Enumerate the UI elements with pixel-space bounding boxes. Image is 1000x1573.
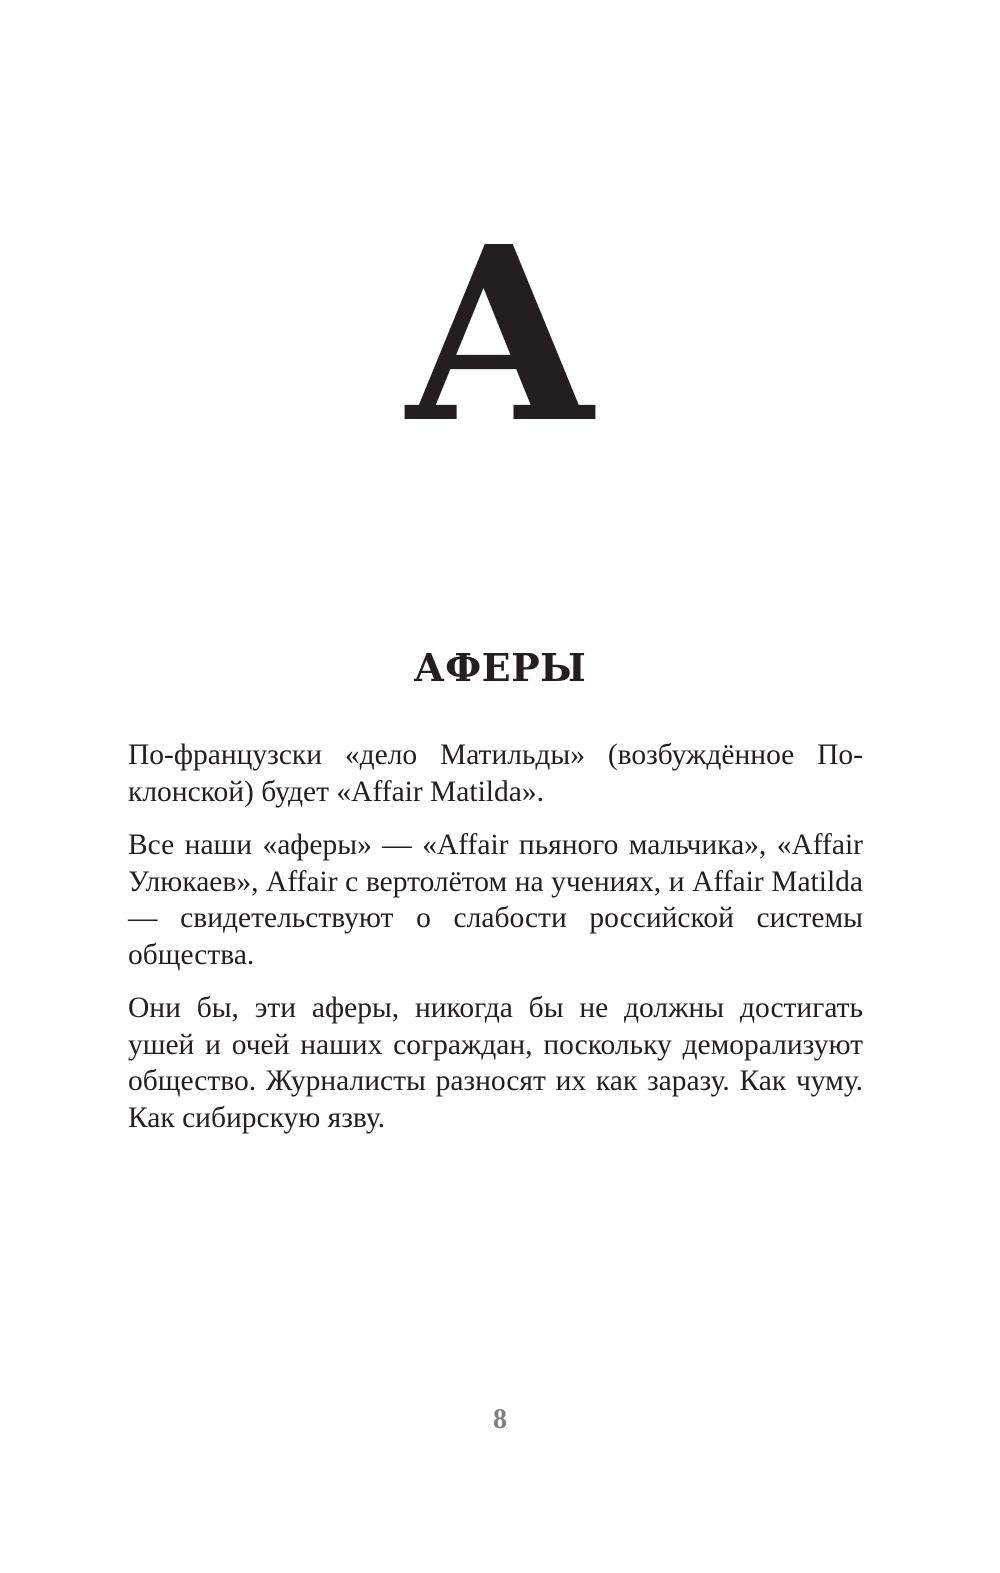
page-number: 8 — [493, 1404, 507, 1435]
section-letter: А — [402, 194, 598, 476]
chapter-body — [128, 737, 863, 1153]
paragraph: Все наши «аферы» — «Affair пьяного мальчика», «Affair Улюкаев», Affair с вертолётом на учениях, и Affair Matilda — свидетельствуют о слабости российской системы общества. — [128, 829, 863, 971]
paragraph: По-французски «дело Матильды» (возбуждённое Поклонской) будет «Affair Matilda». — [128, 739, 863, 808]
paragraph: Они бы, эти аферы, никогда бы не должны достигать ушей и очей наших сограждан, поскольку деморализуют общество. Журналисты разносят их как заразу. Как чуму. Как сибирскую язву. — [128, 992, 863, 1134]
chapter-title: АФЕРЫ — [413, 645, 587, 690]
